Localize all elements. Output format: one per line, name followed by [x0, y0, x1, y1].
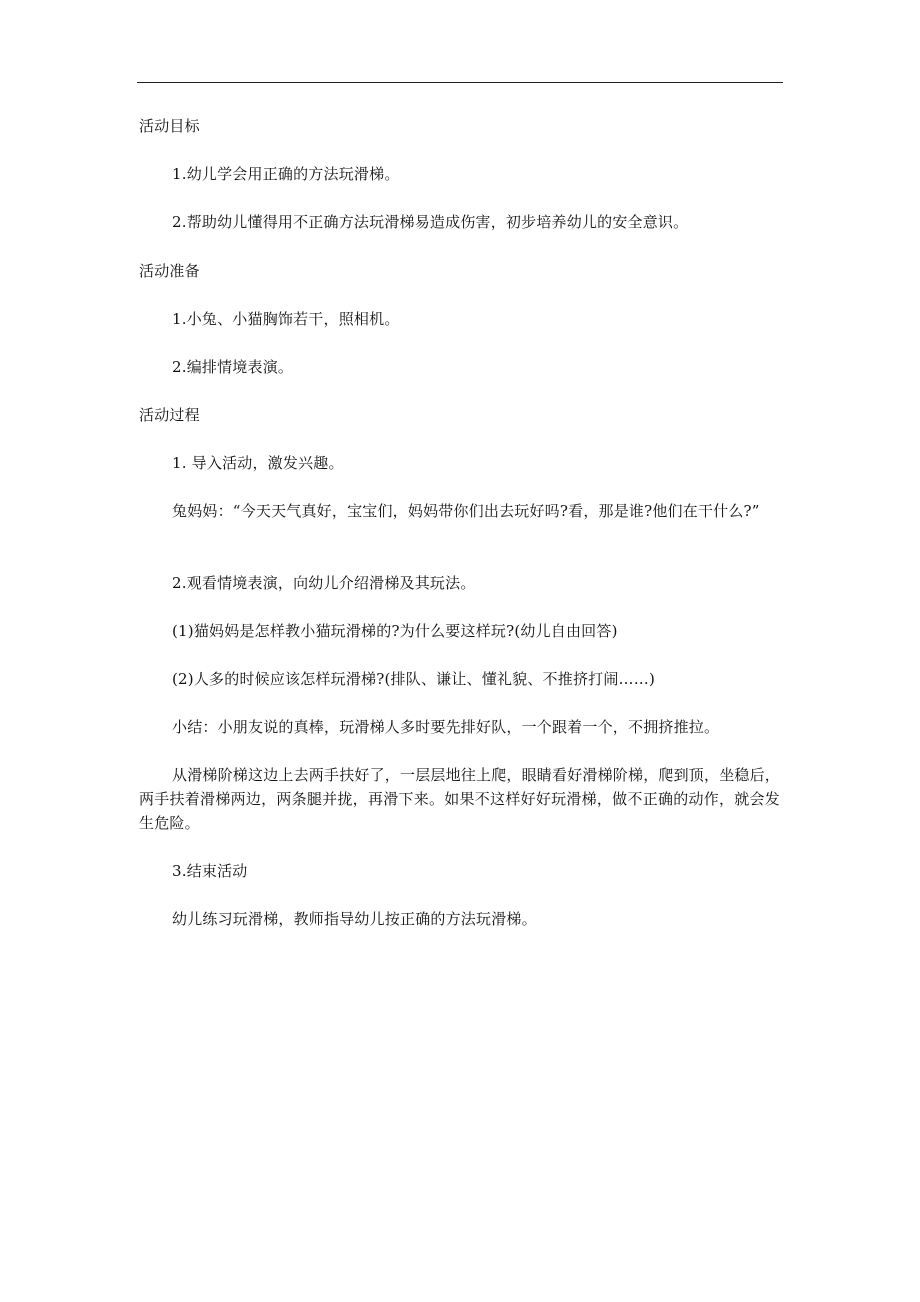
process-step-2: 2.观看情境表演，向幼儿介绍滑梯及其玩法。	[172, 574, 476, 592]
heading-activity-goal: 活动目标	[139, 117, 200, 135]
goal-item-2: 2.帮助幼儿懂得用不正确方法玩滑梯易造成伤害，初步培养幼儿的安全意识。	[172, 213, 689, 231]
question-2: (2)人多的时候应该怎样玩滑梯?(排队、谦让、懂礼貌、不推挤打闹……)	[172, 670, 655, 688]
header-rule	[137, 82, 783, 83]
question-1: (1)猫妈妈是怎样教小猫玩滑梯的?为什么要这样玩?(幼儿自由回答)	[172, 622, 618, 640]
goal-item-1: 1.幼儿学会用正确的方法玩滑梯。	[172, 165, 400, 183]
closing-paragraph: 幼儿练习玩滑梯，教师指导幼儿按正确的方法玩滑梯。	[172, 910, 537, 928]
rabbit-mom-dialogue: 兔妈妈：“今天天气真好，宝宝们，妈妈带你们出去玩好吗?看，那是谁?他们在干什么?”	[172, 502, 760, 520]
heading-activity-process: 活动过程	[139, 406, 200, 424]
method-paragraph: 从滑梯阶梯这边上去两手扶好了，一层层地往上爬，眼睛看好滑梯阶梯，爬到顶，坐稳后，两手扶着滑梯两边，两条腿并拢，再滑下来。如果不这样好好玩滑梯，做不正确的动作，就会发生危险。	[139, 766, 781, 832]
process-step-1: 1. 导入活动，激发兴趣。	[172, 454, 344, 472]
prep-item-1: 1.小兔、小猫胸饰若干，照相机。	[172, 310, 400, 328]
process-step-3: 3.结束活动	[172, 862, 248, 880]
prep-item-2: 2.编排情境表演。	[172, 358, 294, 376]
summary: 小结：小朋友说的真棒，玩滑梯人多时要先排好队，一个跟着一个，不拥挤推拉。	[172, 718, 720, 736]
heading-activity-prep: 活动准备	[139, 262, 200, 280]
